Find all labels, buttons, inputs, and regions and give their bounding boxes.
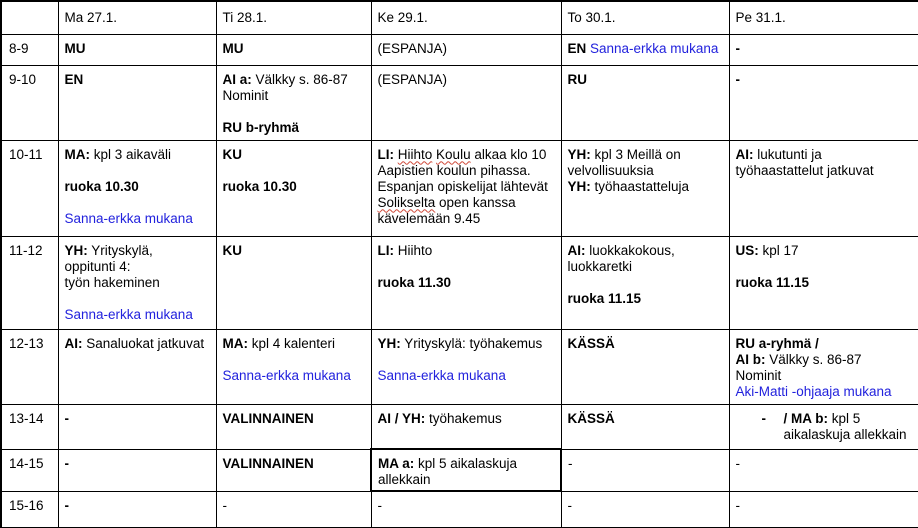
text-run: (ESPANJA) bbox=[377, 71, 448, 87]
paragraph bbox=[378, 336, 556, 352]
text-run: kpl 3 Meillä on velvollisuuksia bbox=[567, 146, 681, 178]
link-text: Sanna-erkka mukana bbox=[64, 306, 193, 322]
paragraph bbox=[568, 411, 724, 427]
paragraph bbox=[223, 456, 366, 472]
header-day-pe: Pe 31.1. bbox=[729, 1, 918, 34]
header-day-ke: Ke 29.1. bbox=[371, 1, 561, 34]
paragraph bbox=[65, 147, 211, 163]
text-run: EN bbox=[64, 71, 84, 87]
cell-13-14-to bbox=[561, 404, 729, 449]
text-run: Välkky s. 86-87 bbox=[251, 71, 348, 87]
text-run: AI: bbox=[735, 146, 754, 162]
text-run: VALINNAINEN bbox=[222, 410, 314, 426]
paragraph bbox=[736, 384, 914, 400]
time-label-11-12: 11-12 bbox=[1, 236, 58, 329]
cell-12-13-pe bbox=[729, 329, 918, 404]
text-run: / MA b: bbox=[783, 410, 828, 426]
time-label-10-11: 10-11 bbox=[1, 140, 58, 236]
text-run: - bbox=[377, 498, 382, 513]
paragraph bbox=[568, 72, 724, 88]
paragraph bbox=[65, 336, 211, 352]
paragraph bbox=[65, 211, 211, 227]
text-run: Nominit bbox=[735, 367, 782, 383]
text-run: KU bbox=[222, 146, 242, 162]
text-run: luokkakokous, luokkaretki bbox=[567, 242, 675, 274]
paragraph bbox=[223, 147, 366, 163]
text-run: kpl 4 kalenteri bbox=[248, 335, 336, 351]
text-run: Hiihto bbox=[394, 242, 433, 258]
text-run: RU bbox=[567, 71, 587, 87]
table-row bbox=[1, 65, 918, 140]
paragraph bbox=[223, 179, 366, 195]
link-text: Aki-Matti -ohjaaja mukana bbox=[735, 383, 892, 399]
text-run: - bbox=[735, 455, 740, 471]
cell-14-15-to bbox=[561, 449, 729, 491]
blank-line bbox=[378, 259, 556, 275]
paragraph bbox=[65, 411, 211, 427]
paragraph bbox=[223, 120, 366, 136]
paragraph bbox=[65, 456, 211, 472]
paragraph bbox=[378, 275, 556, 291]
table-row bbox=[1, 236, 918, 329]
text-run: YH: bbox=[377, 335, 401, 351]
text-run: oppitunti 4: bbox=[64, 258, 131, 274]
table-row bbox=[1, 34, 918, 65]
paragraph bbox=[65, 243, 211, 259]
text-run: MA a: bbox=[378, 456, 415, 471]
text-run: Välkky s. 86-87 bbox=[765, 351, 862, 367]
text-run: työhaastatteluja bbox=[590, 178, 690, 194]
blank-line bbox=[65, 195, 211, 211]
link-text: Sanna-erkka mukana bbox=[64, 210, 193, 226]
paragraph bbox=[736, 243, 914, 259]
text-run: Yrityskylä: työhakemus bbox=[400, 335, 543, 351]
header-day-to: To 30.1. bbox=[561, 1, 729, 34]
paragraph bbox=[378, 41, 556, 57]
paragraph bbox=[223, 336, 366, 352]
paragraph bbox=[568, 243, 724, 275]
text-run: Nominit bbox=[222, 87, 269, 103]
text-run: työn hakeminen bbox=[64, 274, 160, 290]
text-run: - bbox=[568, 455, 573, 471]
paragraph bbox=[568, 147, 724, 179]
text-run: MU bbox=[222, 40, 244, 56]
paragraph bbox=[736, 368, 914, 384]
text-run: - bbox=[222, 497, 227, 513]
cell-8-9-ti bbox=[216, 34, 371, 65]
cell-11-12-ma bbox=[58, 236, 216, 329]
cell-9-10-ke bbox=[371, 65, 561, 140]
paragraph bbox=[65, 41, 211, 57]
text-run: US: bbox=[735, 242, 759, 258]
paragraph bbox=[378, 498, 556, 514]
text-run: RU a-ryhmä / bbox=[735, 335, 819, 351]
cell-11-12-pe bbox=[729, 236, 918, 329]
paragraph bbox=[223, 72, 366, 88]
link-text: Sanna-erkka mukana bbox=[222, 367, 351, 383]
bullet-item bbox=[736, 411, 914, 443]
text-run: kpl 5 aikalaskuja allekkain bbox=[783, 410, 907, 442]
table-row bbox=[1, 140, 918, 236]
misspelled-text: Koulu bbox=[436, 146, 471, 162]
text-run: kpl 5 aikalaskuja allekkain bbox=[378, 456, 518, 487]
paragraph bbox=[736, 352, 914, 368]
corner-cell bbox=[1, 1, 58, 34]
paragraph bbox=[736, 41, 914, 57]
cell-9-10-to bbox=[561, 65, 729, 140]
paragraph bbox=[65, 179, 211, 195]
cell-10-11-ma bbox=[58, 140, 216, 236]
cell-13-14-ma bbox=[58, 404, 216, 449]
blank-line bbox=[223, 104, 366, 120]
text-run: - bbox=[735, 71, 740, 87]
text-run: Sanaluokat jatkuvat bbox=[82, 335, 205, 351]
text-run: LI: bbox=[377, 146, 394, 162]
paragraph bbox=[568, 41, 724, 57]
text-run: MA: bbox=[64, 146, 90, 162]
paragraph bbox=[223, 368, 366, 384]
cell-13-14-ti bbox=[216, 404, 371, 449]
table-row bbox=[1, 329, 918, 404]
text-run: - bbox=[64, 410, 69, 426]
cell-15-16-pe bbox=[729, 491, 918, 528]
text-run: kpl 17 bbox=[758, 242, 799, 258]
blank-line bbox=[223, 352, 366, 368]
cell-13-14-pe bbox=[729, 404, 918, 449]
text-run: AI / YH: bbox=[377, 410, 426, 426]
text-run: YH: bbox=[567, 178, 591, 194]
cell-8-9-pe bbox=[729, 34, 918, 65]
paragraph bbox=[736, 72, 914, 88]
cell-15-16-ma bbox=[58, 491, 216, 528]
paragraph bbox=[568, 291, 724, 307]
time-label-8-9: 8-9 bbox=[1, 34, 58, 65]
paragraph bbox=[65, 498, 211, 514]
text-run: ruoka 10.30 bbox=[222, 178, 297, 194]
paragraph bbox=[568, 179, 724, 195]
paragraph bbox=[223, 498, 366, 514]
blank-line bbox=[568, 275, 724, 291]
schedule-header bbox=[1, 1, 918, 34]
text-run: kpl 3 aikaväli bbox=[90, 146, 172, 162]
text-run: open kanssa kävelemään 9.45 bbox=[377, 194, 516, 226]
cell-15-16-ti bbox=[216, 491, 371, 528]
text-run: AI: bbox=[567, 242, 586, 258]
blank-line bbox=[378, 352, 556, 368]
text-run: VALINNAINEN bbox=[222, 455, 314, 471]
text-run: työhakemus bbox=[425, 410, 502, 426]
link-text: Sanna-erkka mukana bbox=[377, 367, 506, 383]
cell-10-11-pe bbox=[729, 140, 918, 236]
text-run: - bbox=[64, 497, 69, 513]
text-run: lukutunti ja työhaastattelut jatkuvat bbox=[735, 146, 874, 178]
cell-9-10-ma bbox=[58, 65, 216, 140]
paragraph bbox=[378, 411, 556, 427]
paragraph bbox=[223, 41, 366, 57]
time-label-15-16: 15-16 bbox=[1, 491, 58, 528]
blank-line bbox=[223, 163, 366, 179]
table-row bbox=[1, 491, 918, 528]
cell-11-12-to bbox=[561, 236, 729, 329]
text-run: - bbox=[567, 497, 572, 513]
text-run: EN bbox=[567, 40, 591, 56]
schedule-body bbox=[1, 34, 918, 528]
paragraph bbox=[223, 243, 366, 259]
text-run: ruoka 10.30 bbox=[64, 178, 139, 194]
cell-10-11-ti bbox=[216, 140, 371, 236]
cell-14-15-ma bbox=[58, 449, 216, 491]
paragraph bbox=[568, 456, 724, 472]
blank-line bbox=[65, 163, 211, 179]
cell-12-13-ti bbox=[216, 329, 371, 404]
text-run: ruoka 11.30 bbox=[377, 274, 452, 290]
text-run: KÄSSÄ bbox=[567, 335, 615, 351]
text-run: LI: bbox=[377, 242, 394, 258]
misspelled-text: Hiihto bbox=[397, 146, 433, 162]
paragraph bbox=[65, 259, 211, 275]
cell-10-11-ke bbox=[371, 140, 561, 236]
text-run: MU bbox=[64, 40, 86, 56]
cell-10-11-to bbox=[561, 140, 729, 236]
bullet-text bbox=[784, 411, 914, 443]
paragraph bbox=[736, 147, 914, 179]
cell-9-10-ti bbox=[216, 65, 371, 140]
paragraph bbox=[736, 456, 914, 472]
text-run: KU bbox=[222, 242, 242, 258]
paragraph bbox=[736, 498, 914, 514]
cell-12-13-to bbox=[561, 329, 729, 404]
header-day-ti: Ti 28.1. bbox=[216, 1, 371, 34]
cell-12-13-ke bbox=[371, 329, 561, 404]
cell-13-14-ke bbox=[371, 404, 561, 449]
paragraph bbox=[568, 498, 724, 514]
text-run: ruoka 11.15 bbox=[567, 290, 642, 306]
paragraph bbox=[736, 336, 914, 352]
text-run: alkaa klo 10 Aapistien koulun pihassa. Espanjan opiskelijat lähtevät bbox=[377, 146, 548, 194]
text-run: ruoka 11.15 bbox=[735, 274, 810, 290]
time-label-12-13: 12-13 bbox=[1, 329, 58, 404]
cell-14-15-pe bbox=[729, 449, 918, 491]
table-row bbox=[1, 404, 918, 449]
blank-line bbox=[736, 259, 914, 275]
text-run: RU b-ryhmä bbox=[222, 119, 300, 135]
cell-14-15-ke bbox=[371, 449, 561, 491]
cell-9-10-pe bbox=[729, 65, 918, 140]
text-run: YH: bbox=[567, 146, 591, 162]
paragraph bbox=[223, 88, 366, 104]
paragraph bbox=[378, 147, 556, 227]
text-run: - bbox=[735, 40, 740, 56]
paragraph bbox=[378, 368, 556, 384]
text-run: KÄSSÄ bbox=[567, 410, 615, 426]
text-run: - bbox=[735, 497, 740, 513]
paragraph bbox=[65, 275, 211, 291]
link-text: Sanna-erkka mukana bbox=[590, 40, 719, 56]
paragraph bbox=[65, 72, 211, 88]
bullet-dash: - bbox=[761, 410, 766, 426]
cell-8-9-ma bbox=[58, 34, 216, 65]
cell-11-12-ke bbox=[371, 236, 561, 329]
cell-15-16-to bbox=[561, 491, 729, 528]
cell-12-13-ma bbox=[58, 329, 216, 404]
paragraph bbox=[568, 336, 724, 352]
cell-14-15-ti bbox=[216, 449, 371, 491]
paragraph bbox=[65, 307, 211, 323]
cell-11-12-ti bbox=[216, 236, 371, 329]
header-day-ma: Ma 27.1. bbox=[58, 1, 216, 34]
time-label-14-15: 14-15 bbox=[1, 449, 58, 491]
paragraph bbox=[378, 72, 556, 88]
time-label-13-14: 13-14 bbox=[1, 404, 58, 449]
paragraph bbox=[378, 243, 556, 259]
paragraph bbox=[378, 456, 555, 488]
text-run: Yrityskylä, bbox=[87, 242, 153, 258]
cell-15-16-ke bbox=[371, 491, 561, 528]
time-label-9-10: 9-10 bbox=[1, 65, 58, 140]
text-run: AI b: bbox=[735, 351, 766, 367]
cell-8-9-ke bbox=[371, 34, 561, 65]
text-run: - bbox=[64, 455, 69, 471]
blank-line bbox=[65, 291, 211, 307]
cell-8-9-to bbox=[561, 34, 729, 65]
paragraph bbox=[736, 275, 914, 291]
text-run: YH: bbox=[64, 242, 88, 258]
misspelled-text: Solikselta bbox=[377, 194, 436, 210]
text-run: MA: bbox=[222, 335, 248, 351]
text-run: AI a: bbox=[222, 71, 252, 87]
text-run: (ESPANJA) bbox=[377, 40, 448, 56]
paragraph bbox=[223, 411, 366, 427]
text-run: AI: bbox=[64, 335, 83, 351]
table-row bbox=[1, 449, 918, 491]
